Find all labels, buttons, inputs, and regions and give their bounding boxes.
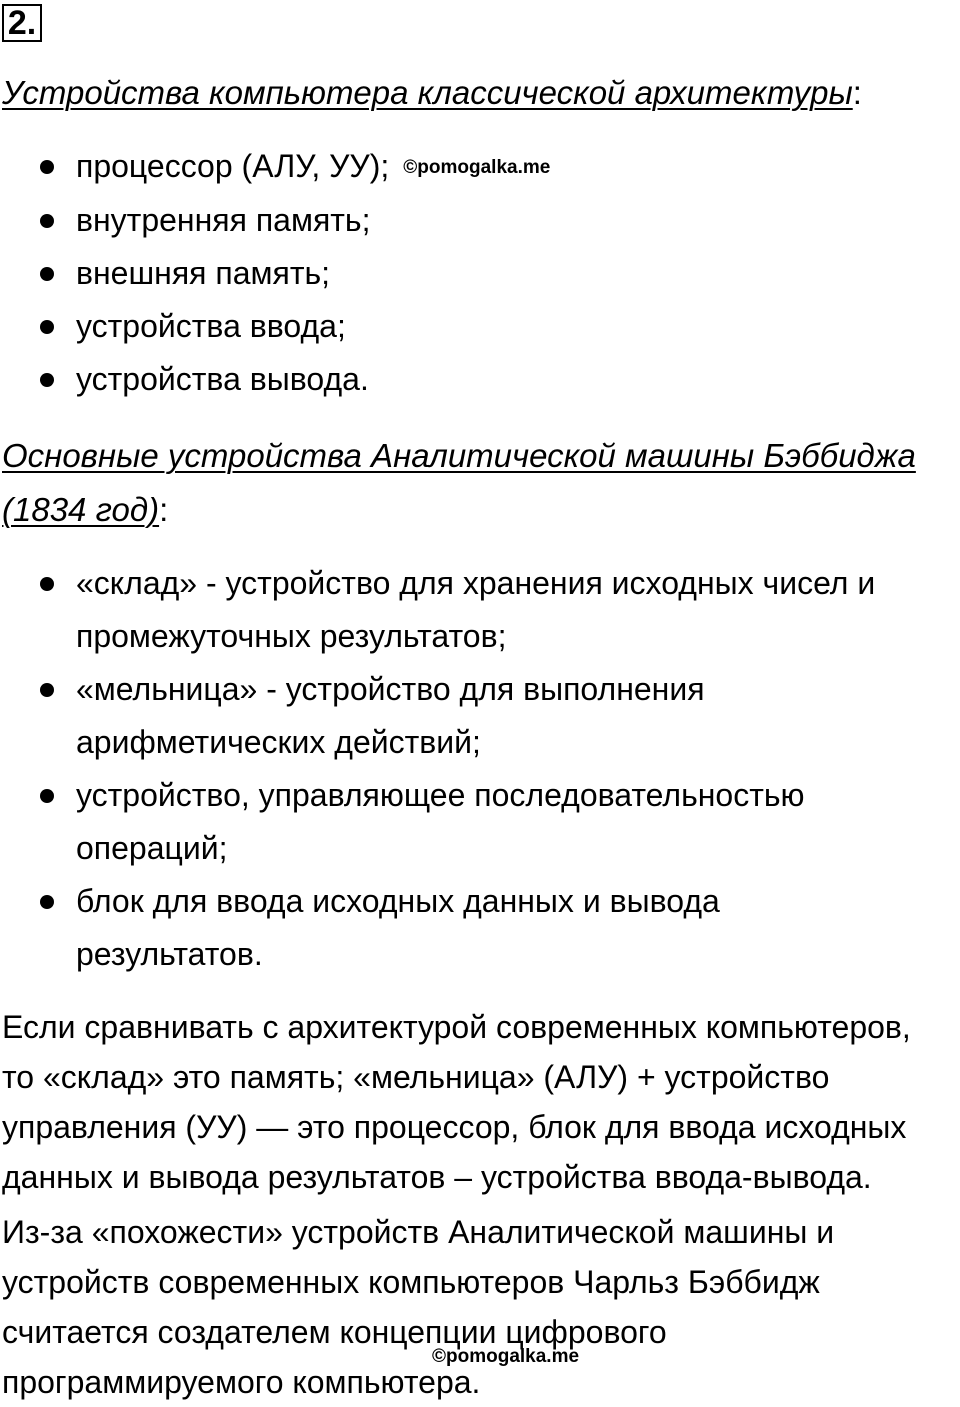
list-item-text: внешняя память; bbox=[76, 255, 331, 291]
watermark: ©pomogalka.me bbox=[403, 157, 551, 178]
section2-heading-line2: (1834 год) bbox=[2, 491, 160, 528]
watermark-bottom: ©pomogalka.me bbox=[432, 1346, 580, 1367]
list-item bbox=[0, 247, 950, 300]
list-item-line1: устройство, управляющее последовательностью bbox=[76, 777, 805, 813]
bullet-icon bbox=[40, 160, 54, 174]
list-item-line2: операций; bbox=[76, 830, 228, 866]
list-item bbox=[0, 769, 950, 875]
section2-heading bbox=[2, 429, 952, 483]
bullet-icon bbox=[40, 267, 54, 281]
paragraph-line: считается создателем концепции цифрового bbox=[2, 1314, 667, 1350]
list-item bbox=[0, 140, 950, 194]
list-item bbox=[0, 194, 950, 247]
list-item-text: внутренняя память; bbox=[76, 202, 371, 238]
section1-heading bbox=[2, 66, 952, 120]
paragraph-line: программируемого компьютера. bbox=[2, 1364, 481, 1400]
bullet-icon bbox=[40, 373, 54, 387]
list-item-line2: промежуточных результатов; bbox=[76, 618, 507, 654]
section2-heading-line1: Основные устройства Аналитической машины Бэббиджа bbox=[2, 437, 916, 474]
paragraph-line: Из-за «похожести» устройств Аналитической машины и bbox=[2, 1214, 835, 1250]
list-item-text: устройства ввода; bbox=[76, 308, 346, 344]
section2-list bbox=[0, 557, 950, 981]
paragraph-comparison bbox=[2, 1002, 911, 1202]
section1-heading-colon: : bbox=[852, 74, 862, 111]
list-item bbox=[0, 557, 950, 663]
section2-heading-continued bbox=[2, 483, 952, 537]
bullet-icon bbox=[40, 895, 54, 909]
list-item bbox=[0, 663, 950, 769]
list-item-text: процессор (АЛУ, УУ); bbox=[76, 148, 390, 184]
section2-heading-colon: : bbox=[159, 491, 169, 528]
bullet-icon bbox=[40, 214, 54, 228]
list-item bbox=[0, 300, 950, 353]
paragraph-line: то «склад» это память; «мельница» (АЛУ) + устройство bbox=[2, 1059, 830, 1095]
paragraph-line: Если сравнивать с архитектурой современных компьютеров, bbox=[2, 1009, 911, 1045]
paragraph-line: управления (УУ) — это процессор, блок для ввода исходных bbox=[2, 1109, 907, 1145]
list-item-line2: результатов. bbox=[76, 936, 263, 972]
task-number: 2. bbox=[2, 4, 42, 42]
bullet-icon bbox=[40, 683, 54, 697]
bullet-icon bbox=[40, 320, 54, 334]
list-item bbox=[0, 875, 950, 981]
list-item-text: устройства вывода. bbox=[76, 361, 369, 397]
list-item-line2: арифметических действий; bbox=[76, 724, 481, 760]
list-item-line1: блок для ввода исходных данных и вывода bbox=[76, 883, 720, 919]
bullet-icon bbox=[40, 789, 54, 803]
section1-heading-text: Устройства компьютера классической архитектуры bbox=[2, 74, 853, 111]
bullet-icon bbox=[40, 577, 54, 591]
list-item-line1: «мельница» - устройство для выполнения bbox=[76, 671, 705, 707]
list-item bbox=[0, 353, 950, 406]
paragraph-line: устройств современных компьютеров Чарльз Бэббидж bbox=[2, 1264, 820, 1300]
paragraph-line: данных и вывода результатов – устройства ввода-вывода. bbox=[2, 1159, 872, 1195]
paragraph-conclusion bbox=[2, 1207, 834, 1407]
list-item-line1: «склад» - устройство для хранения исходных чисел и bbox=[76, 565, 876, 601]
section1-list bbox=[0, 140, 950, 406]
